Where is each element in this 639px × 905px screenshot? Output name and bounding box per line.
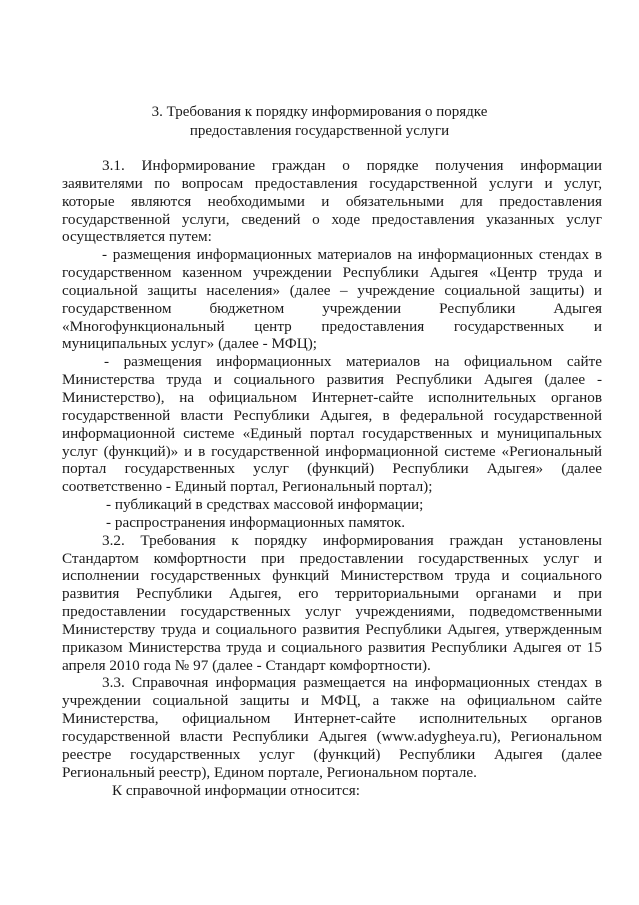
section-heading-line-2: предоставления государственной услуги (189, 123, 450, 139)
paragraph-line: социальной защиты населения» (далее – учреждение социальной защиты) и (62, 281, 602, 299)
section-heading (0, 103, 639, 141)
paragraph-p-mass-media (62, 496, 602, 514)
paragraph-line: - размещения информационных материалов на информационных стендах в (102, 246, 602, 264)
paragraph-line: развития Республики Адыгея, его территориальными органами и при (62, 585, 602, 603)
paragraph-line: государственном бюджетном учреждении Республики Адыгея (62, 299, 602, 317)
paragraph-line: К справочной информации относится: (112, 781, 360, 799)
paragraph-line: 3.3. Справочная информация размещается на информационных стендах в (102, 674, 602, 692)
paragraph-p-memos (62, 514, 602, 532)
paragraph-p3-3 (62, 674, 602, 781)
paragraph-line: исполнении государственных функций Министерством труда и социального (62, 567, 602, 585)
paragraph-line: портал государственных услуг (функций) Республики Адыгея» (далее (62, 460, 602, 478)
paragraph-line: Министерства, официальном Интернет-сайте исполнительных органов (62, 710, 602, 728)
paragraph-line: Стандартом комфортности при предоставлении государственных услуг и (62, 549, 602, 567)
paragraph-p3-1 (62, 157, 602, 246)
paragraph-line: «Многофункциональный центр предоставления государственных и (62, 317, 602, 335)
paragraph-line: соответственно - Единый портал, Региональный портал); (62, 478, 433, 496)
paragraph-line: муниципальных услуг» (далее - МФЦ); (62, 335, 317, 353)
paragraph-p-reference (62, 782, 602, 800)
paragraph-line: - публикаций в средствах массовой информации; (106, 496, 424, 514)
paragraph-line: услуг (функций)» и в государственной информационной системе «Региональный (62, 442, 602, 460)
paragraph-line: Региональный реестр), Едином портале, Региональном портале. (62, 763, 477, 781)
paragraph-line: 3.1. Информирование граждан о порядке получения информации (102, 157, 602, 174)
paragraph-line: предоставлении государственных услуг учреждениями, подведомственными (62, 603, 602, 621)
paragraph-p3-2 (62, 532, 602, 675)
paragraph-line: которые являются необходимыми и обязательными для предоставления (62, 192, 602, 210)
paragraph-line: приказом Министерства труда и социального развития Республики Адыгея от 15 (62, 638, 602, 656)
paragraph-line: заявителями по вопросам предоставления государственной услуги и услуг, (62, 174, 602, 192)
paragraph-line: учреждении социальной защиты и МФЦ, а также на официальном сайте (62, 692, 602, 710)
paragraph-line: Министерство), на официальном Интернет-сайте исполнительных органов (62, 388, 602, 406)
paragraph-line: информационной системе «Единый портал государственных и муниципальных (62, 424, 602, 442)
paragraph-line: государственной услуги, сведений о ходе предоставления указанных услуг (62, 210, 602, 228)
paragraph-line: реестре государственных услуг (функций) Республики Адыгея (далее (62, 745, 602, 763)
document-body (62, 157, 602, 799)
paragraph-line: - распространения информационных памяток. (106, 513, 406, 531)
paragraph-p-info-stands (62, 246, 602, 353)
paragraph-line: осуществляется путем: (62, 228, 212, 246)
paragraph-line: государственном казенном учреждении Республики Адыгея «Центр труда и (62, 264, 602, 282)
section-heading-line-1: 3. Требования к порядку информирования о порядке (151, 104, 488, 120)
paragraph-line: 3.2. Требования к порядку информирования граждан установлены (102, 531, 602, 549)
paragraph-line: Министерству труда и социального развития Республики Адыгея, утвержденным (62, 620, 602, 638)
paragraph-line: - размещения информационных материалов на официальном сайте (104, 353, 602, 371)
paragraph-line: государственной власти Республики Адыгея, в федеральной государственной (62, 406, 602, 424)
paragraph-line: Министерства труда и социального развития Республики Адыгея (далее - (62, 371, 602, 389)
paragraph-p-official-site (62, 353, 602, 496)
paragraph-line: апреля 2010 года № 97 (далее - Стандарт комфортности). (62, 656, 431, 674)
paragraph-line: государственной власти Республики Адыгея (www.adygheya.ru), Региональном (62, 728, 602, 745)
